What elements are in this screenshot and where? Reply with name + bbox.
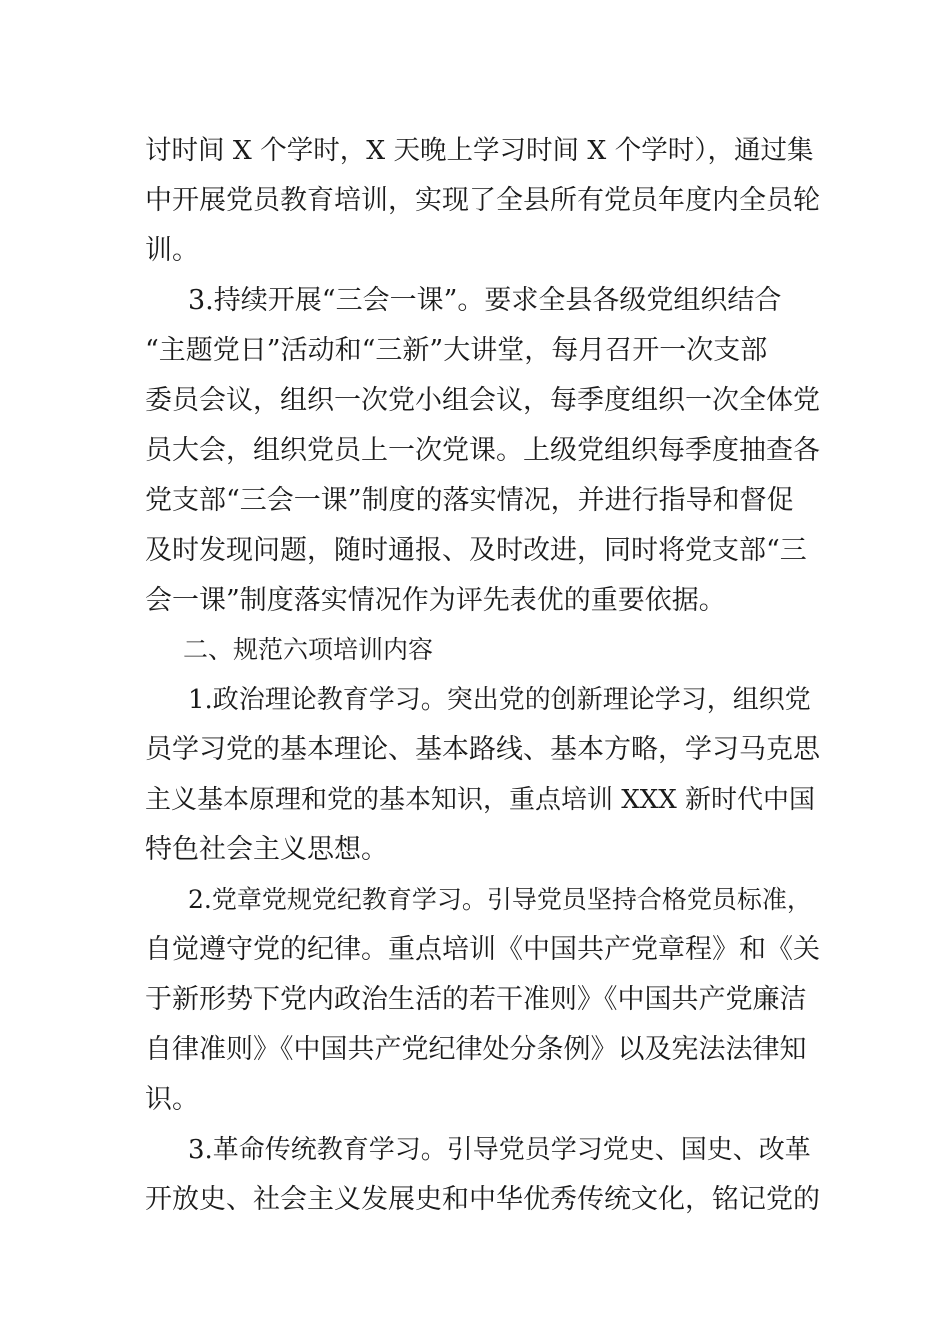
text-line: 中开展党员教育培训，实现了全县所有党员年度内全员轮	[145, 185, 820, 216]
text-line: 自觉遵守党的纪律。重点培训《中国共产党章程》和《关	[145, 934, 820, 965]
paragraph-heading: 3.革命传统教育学习。引导党员学习党史、国史、改革	[188, 1135, 811, 1165]
text-line: 主义基本原理和党的基本知识，重点培训 XXX 新时代中国	[145, 785, 816, 815]
text-line: 员学习党的基本理论、基本路线、基本方略，学习马克思	[145, 734, 820, 765]
text-line: 及时发现问题，随时通报、及时改进，同时将党支部“三	[145, 535, 807, 566]
text-line: 训。	[145, 235, 199, 266]
paragraph-heading: 3.持续开展“三会一课”。要求全县各级党组织结合	[188, 285, 782, 316]
paragraph-heading: 1.政治理论教育学习。突出党的创新理论学习，组织党	[188, 685, 811, 715]
text-line: 识。	[145, 1084, 199, 1115]
text-line: 讨时间 X 个学时，X 天晚上学习时间 X 个学时），通过集	[145, 135, 814, 166]
text-line: 员大会，组织党员上一次党课。上级党组织每季度抽查各	[145, 435, 820, 466]
text-line: 自律准则》《中国共产党纪律处分条例》以及宪法法律知	[145, 1034, 807, 1065]
text-line: 委员会议，组织一次党小组会议，每季度组织一次全体党	[145, 385, 820, 416]
paragraph-heading: 2.党章党规党纪教育学习。引导党员坚持合格党员标准，	[188, 885, 812, 914]
text-line: 党支部“三会一课”制度的落实情况，并进行指导和督促	[145, 485, 794, 516]
text-line: 开放史、社会主义发展史和中华优秀传统文化，铭记党的	[145, 1184, 820, 1215]
text-line: 特色社会主义思想。	[145, 834, 388, 865]
text-line: “主题党日”活动和“三新”大讲堂，每月召开一次支部	[145, 335, 768, 366]
text-line: 于新形势下党内政治生活的若干准则》《中国共产党廉洁	[145, 984, 807, 1015]
text-line: 会一课”制度落实情况作为评先表优的重要依据。	[145, 585, 726, 616]
section-heading: 二、规范六项培训内容	[183, 635, 434, 664]
